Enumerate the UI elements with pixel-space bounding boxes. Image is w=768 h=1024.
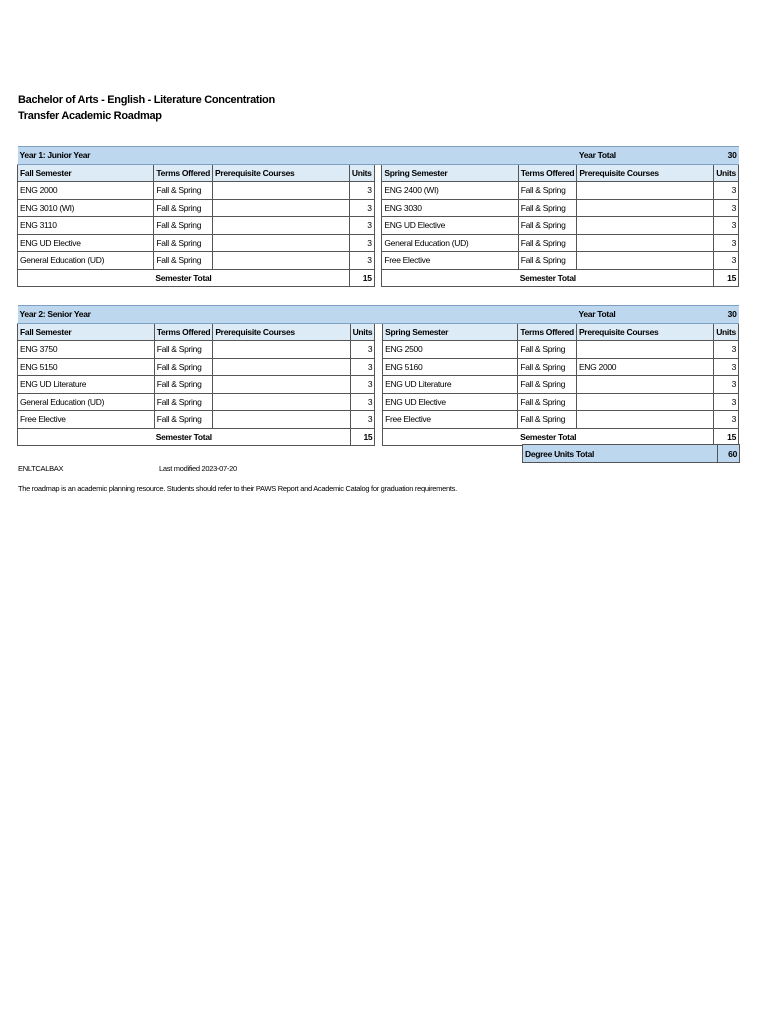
course-name: General Education (UD) — [18, 252, 154, 270]
year-2-table — [17, 305, 739, 446]
prerequisite — [576, 376, 713, 394]
spring-semester-total-value: 15 — [714, 428, 739, 446]
table-row — [18, 182, 739, 200]
course-name: ENG UD Elective — [18, 234, 154, 252]
units: 3 — [350, 393, 375, 411]
prerequisite — [577, 217, 714, 235]
col-prerequisites: Prerequisite Courses — [213, 323, 350, 341]
units: 3 — [350, 376, 375, 394]
units: 3 — [714, 182, 739, 200]
year-1-table — [17, 146, 739, 287]
program-title: Bachelor of Arts - English - Literature Concentration — [18, 94, 275, 106]
table-row — [18, 411, 739, 429]
year-1-block — [17, 146, 739, 287]
prerequisite — [212, 199, 349, 217]
units: 3 — [714, 234, 739, 252]
prerequisite: ENG 2000 — [576, 358, 713, 376]
units: 3 — [714, 358, 739, 376]
col-units: Units — [349, 164, 374, 182]
col-units: Units — [350, 323, 375, 341]
prerequisite — [577, 234, 714, 252]
course-name: General Education (UD) — [18, 393, 155, 411]
year-2-block — [17, 305, 739, 446]
spring-semester-total-label: Semester Total — [382, 269, 714, 287]
col-prerequisites: Prerequisite Courses — [212, 164, 349, 182]
degree-units-total — [522, 444, 740, 463]
prerequisite — [213, 341, 350, 359]
prerequisite — [577, 182, 714, 200]
course-name: ENG UD Literature — [18, 376, 155, 394]
prerequisite — [213, 393, 350, 411]
terms-offered: Fall & Spring — [518, 234, 577, 252]
units: 3 — [714, 393, 739, 411]
col-fall-semester: Fall Semester — [18, 323, 155, 341]
terms-offered: Fall & Spring — [154, 182, 213, 200]
year-1-total-value: 30 — [714, 147, 739, 165]
year-1-title: Year 1: Junior Year — [18, 147, 213, 165]
degree-units-total-value: 60 — [718, 445, 740, 463]
prerequisite — [213, 376, 350, 394]
prerequisite — [213, 358, 350, 376]
prerequisite — [212, 182, 349, 200]
fall-semester-total-label: Semester Total — [18, 428, 351, 446]
prerequisite — [577, 252, 714, 270]
terms-offered: Fall & Spring — [518, 252, 577, 270]
roadmap-subtitle: Transfer Academic Roadmap — [18, 110, 162, 122]
col-terms-offered: Terms Offered — [154, 323, 213, 341]
units: 3 — [714, 411, 739, 429]
course-name: ENG 3750 — [18, 341, 155, 359]
col-fall-semester: Fall Semester — [18, 164, 154, 182]
table-row — [18, 341, 739, 359]
course-name: ENG 3110 — [18, 217, 154, 235]
terms-offered: Fall & Spring — [518, 411, 577, 429]
course-name: General Education (UD) — [382, 234, 518, 252]
prerequisite — [577, 199, 714, 217]
prerequisite — [213, 411, 350, 429]
last-modified: Last modified 2023-07-20 — [159, 464, 237, 473]
col-prerequisites: Prerequisite Courses — [577, 164, 714, 182]
table-row — [18, 376, 739, 394]
col-units: Units — [714, 323, 739, 341]
col-terms-offered: Terms Offered — [518, 323, 577, 341]
prerequisite — [576, 393, 713, 411]
course-name: ENG 5150 — [18, 358, 155, 376]
fall-semester-total-value: 15 — [349, 269, 374, 287]
terms-offered: Fall & Spring — [518, 358, 577, 376]
table-row — [18, 358, 739, 376]
units: 3 — [714, 199, 739, 217]
year-2-title: Year 2: Senior Year — [18, 306, 213, 324]
terms-offered: Fall & Spring — [518, 217, 577, 235]
prerequisite — [576, 341, 713, 359]
fall-semester-total-label: Semester Total — [18, 269, 350, 287]
fall-semester-total-value: 15 — [350, 428, 375, 446]
units: 3 — [349, 217, 374, 235]
semester-total-row — [18, 428, 739, 446]
terms-offered: Fall & Spring — [154, 358, 213, 376]
units: 3 — [714, 376, 739, 394]
course-name: ENG 2400 (WI) — [382, 182, 518, 200]
table-row — [18, 252, 739, 270]
terms-offered: Fall & Spring — [518, 182, 577, 200]
course-name: ENG 2000 — [18, 182, 154, 200]
table-row — [18, 393, 739, 411]
prerequisite — [212, 252, 349, 270]
col-units: Units — [714, 164, 739, 182]
semester-total-row — [18, 269, 739, 287]
spring-semester-total-label: Semester Total — [383, 428, 714, 446]
col-spring-semester: Spring Semester — [382, 164, 518, 182]
terms-offered: Fall & Spring — [154, 411, 213, 429]
course-name: Free Elective — [18, 411, 155, 429]
terms-offered: Fall & Spring — [154, 341, 213, 359]
course-name: ENG 2500 — [383, 341, 518, 359]
col-prerequisites: Prerequisite Courses — [576, 323, 713, 341]
units: 3 — [714, 341, 739, 359]
document-title — [18, 92, 275, 124]
terms-offered: Fall & Spring — [154, 234, 213, 252]
units: 3 — [350, 358, 375, 376]
units: 3 — [350, 341, 375, 359]
course-name: ENG 3010 (WI) — [18, 199, 154, 217]
col-terms-offered: Terms Offered — [154, 164, 213, 182]
course-name: Free Elective — [383, 411, 518, 429]
terms-offered: Fall & Spring — [518, 393, 577, 411]
year-2-total-value: 30 — [714, 306, 739, 324]
units: 3 — [349, 252, 374, 270]
units: 3 — [714, 252, 739, 270]
units: 3 — [349, 199, 374, 217]
terms-offered: Fall & Spring — [518, 199, 577, 217]
course-name: ENG UD Literature — [383, 376, 518, 394]
prerequisite — [212, 217, 349, 235]
units: 3 — [714, 217, 739, 235]
terms-offered: Fall & Spring — [154, 393, 213, 411]
units: 3 — [350, 411, 375, 429]
terms-offered: Fall & Spring — [154, 252, 213, 270]
table-row — [18, 199, 739, 217]
year-1-total-label: Year Total — [577, 147, 714, 165]
degree-units-total-label: Degree Units Total — [523, 445, 718, 463]
course-name: ENG 5160 — [383, 358, 518, 376]
terms-offered: Fall & Spring — [518, 341, 577, 359]
table-row — [18, 234, 739, 252]
col-terms-offered: Terms Offered — [518, 164, 577, 182]
course-name: ENG UD Elective — [383, 393, 518, 411]
units: 3 — [349, 234, 374, 252]
terms-offered: Fall & Spring — [154, 217, 213, 235]
course-name: ENG 3030 — [382, 199, 518, 217]
spring-semester-total-value: 15 — [714, 269, 739, 287]
course-name: Free Elective — [382, 252, 518, 270]
terms-offered: Fall & Spring — [154, 199, 213, 217]
terms-offered: Fall & Spring — [518, 376, 577, 394]
units: 3 — [349, 182, 374, 200]
disclaimer-note: The roadmap is an academic planning resource. Students should refer to their PAWS Report and Academic Catalog for graduation requirements. — [18, 484, 457, 493]
year-2-total-label: Year Total — [576, 306, 713, 324]
terms-offered: Fall & Spring — [154, 376, 213, 394]
col-spring-semester: Spring Semester — [383, 323, 518, 341]
prerequisite — [212, 234, 349, 252]
course-name: ENG UD Elective — [382, 217, 518, 235]
roadmap-code: ENLTCALBAX — [18, 464, 64, 473]
table-row — [18, 217, 739, 235]
prerequisite — [576, 411, 713, 429]
